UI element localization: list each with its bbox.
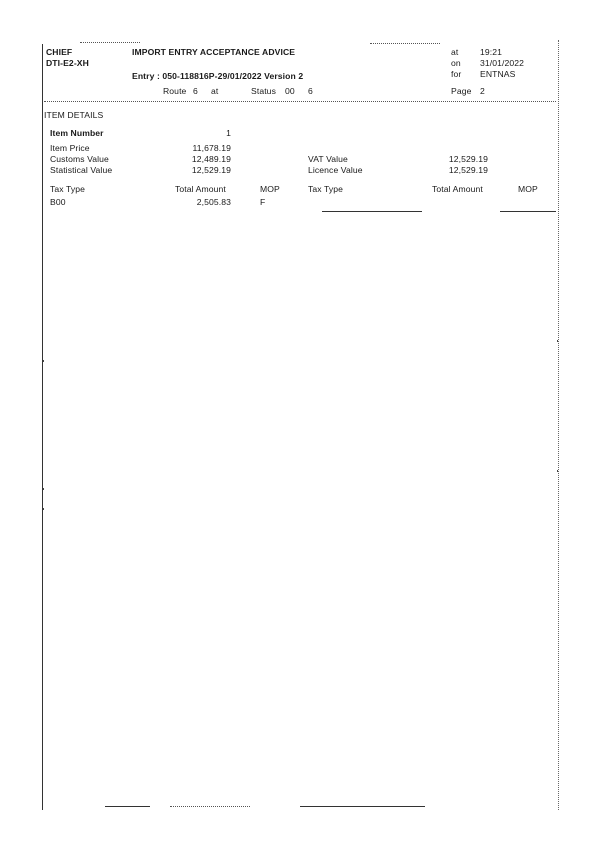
route-label: Route bbox=[163, 86, 187, 96]
header-divider bbox=[44, 101, 556, 102]
table-end-rule-right bbox=[500, 211, 556, 212]
route-value: 6 bbox=[193, 86, 198, 96]
customs-value-label: Customs Value bbox=[50, 154, 109, 164]
tax-row-amount: 2,505.83 bbox=[196, 197, 231, 207]
item-number-label: Item Number bbox=[50, 128, 104, 138]
item-price-value: 11,678.19 bbox=[192, 143, 231, 153]
item-number-value: 1 bbox=[226, 128, 231, 138]
status-label: Status bbox=[251, 86, 276, 96]
tax-row-type: B00 bbox=[50, 197, 66, 207]
top-scan-line bbox=[80, 42, 140, 43]
page-label: Page bbox=[451, 86, 472, 96]
bottom-scan-line-right bbox=[300, 806, 425, 807]
scan-speck bbox=[43, 360, 44, 362]
status-value: 6 bbox=[308, 86, 313, 96]
page-number: 2 bbox=[480, 86, 485, 96]
section-title: ITEM DETAILS bbox=[44, 110, 104, 120]
vat-value-amount: 12,529.19 bbox=[448, 154, 488, 164]
licence-value-amount: 12,529.19 bbox=[448, 165, 488, 175]
tax-row-mop: F bbox=[260, 197, 266, 207]
bottom-scan-line-mid bbox=[170, 806, 250, 807]
statistical-value-label: Statistical Value bbox=[50, 165, 113, 175]
table-end-rule bbox=[322, 211, 422, 212]
entry-reference: Entry : 050-118816P-29/01/2022 Version 2 bbox=[132, 71, 304, 81]
tax-header-total-amount: Total Amount bbox=[175, 184, 226, 194]
on-label: on bbox=[451, 58, 461, 68]
time-value: 19:21 bbox=[480, 47, 503, 57]
right-scan-border bbox=[558, 40, 559, 810]
terminal-id: DTI-E2-XH bbox=[46, 58, 89, 68]
scan-speck bbox=[557, 470, 558, 472]
scan-speck bbox=[557, 340, 558, 342]
for-value: ENTNAS bbox=[480, 69, 516, 79]
tax-header-tax-type-2: Tax Type bbox=[308, 184, 344, 194]
at-label: at bbox=[451, 47, 459, 57]
scan-speck bbox=[43, 508, 44, 510]
tax-header-mop-2: MOP bbox=[518, 184, 538, 194]
customs-value-amount: 12,489.19 bbox=[191, 154, 231, 164]
route-at-label: at bbox=[211, 86, 219, 96]
scan-speck bbox=[43, 488, 44, 490]
tax-header-mop: MOP bbox=[260, 184, 280, 194]
item-price-label: Item Price bbox=[50, 143, 90, 153]
left-scan-border bbox=[42, 44, 43, 810]
vat-value-label: VAT Value bbox=[308, 154, 348, 164]
document-title: IMPORT ENTRY ACCEPTANCE ADVICE bbox=[132, 47, 296, 57]
tax-header-total-amount-2: Total Amount bbox=[432, 184, 483, 194]
statistical-value-amount: 12,529.19 bbox=[191, 165, 231, 175]
bottom-scan-line bbox=[105, 806, 150, 807]
tax-header-tax-type: Tax Type bbox=[50, 184, 86, 194]
top-scan-line-right bbox=[370, 43, 440, 44]
status-code: 00 bbox=[285, 86, 295, 96]
date-value: 31/01/2022 bbox=[480, 58, 525, 68]
for-label: for bbox=[451, 69, 462, 79]
licence-value-label: Licence Value bbox=[308, 165, 363, 175]
system-name: CHIEF bbox=[46, 47, 73, 57]
